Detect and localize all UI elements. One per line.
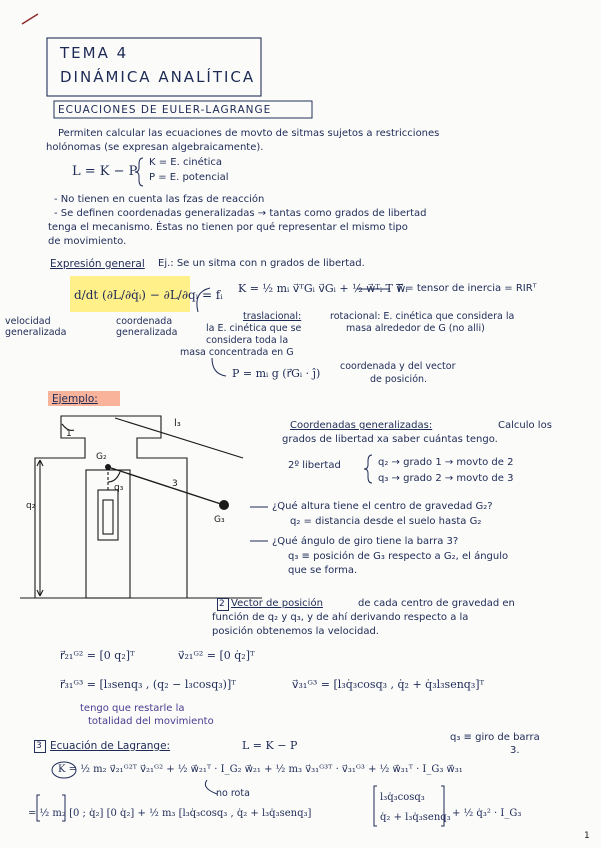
intro-line-1: Permiten calcular las ecuaciones de movto de sitmas sujetos a restricciones	[58, 128, 440, 139]
step2-line-2: función de q₂ y q₃, y de ahí derivando respecto a la	[212, 612, 469, 623]
potential-energy: P = mᵢ g (r⃗Gᵢ · ĵ)	[232, 367, 321, 380]
general-intro: Ej.: Se un sitma con n grados de libertad.	[158, 258, 365, 269]
step3-title: Ecuación de Lagrange:	[50, 740, 171, 752]
slot-outer	[98, 490, 118, 540]
intro-line-2: holónomas (se expresan algebraicamente).	[46, 142, 264, 153]
step3-eq: L = K − P	[242, 739, 298, 752]
r31-vector: r⃗₃₁ᴳ³ = [l₃senq₃ , (q₂ − l₃cosq₃)]ᵀ	[60, 678, 236, 691]
title-line-2: DINÁMICA ANALÍTICA	[60, 68, 256, 86]
q-g2-1: ¿Qué altura tiene el centro de gravedad G₂?	[272, 501, 493, 512]
note-line-1: tengo que restarle la	[80, 703, 185, 714]
mass-g3	[219, 500, 229, 510]
expand-line-b: + ½ q̇₃² · I_G₃	[452, 808, 522, 819]
potential-note-2: de posición.	[370, 374, 428, 385]
general-heading: Expresión general	[50, 258, 145, 270]
step2-line-1: de cada centro de gravedad en	[358, 598, 515, 609]
label-1: 1	[66, 429, 72, 439]
matrix-bottom: q̇₂ + l₃q̇₃senq₃	[380, 812, 451, 823]
v21-vector: v⃗₂₁ᴳ² = [0 q̇₂]ᵀ	[178, 649, 255, 662]
euler-lagrange-eq: d/dt (∂L/∂q̇ᵢ) − ∂L/∂qᵢ = fᵢ	[74, 288, 223, 302]
section-heading: ECUACIONES DE EULER-LAGRANGE	[58, 104, 272, 116]
example-heading: Ejemplo:	[52, 393, 98, 405]
dof-1: q₂ → grado 1 → movto de 2	[378, 457, 514, 468]
bullet-4: de movimiento.	[48, 236, 127, 247]
dof-label: 2º libertad	[288, 460, 341, 471]
kinetic-line: K = ½ m₂ v⃗₂₁ᴳ²ᵀ v⃗₂₁ᴳ² + ½ w⃗₂₁ᵀ · I_G₂ w⃗₂₁ + ½ m₃ v⃗₃₁ᴳ³ᵀ · v⃗₃₁ᴳ³ + ½ w⃗₃₁ᵀ · I_G₃ w⃗₃₁	[58, 764, 463, 775]
step1-title: Coordenadas generalizadas:	[290, 420, 433, 431]
p-definition: P = E. potencial	[149, 172, 229, 183]
label-3: 3	[172, 479, 178, 489]
step2-number: 2	[219, 599, 225, 609]
potential-note-1: coordenada y del vector	[340, 361, 456, 372]
velocity-label: velocidad generalizada	[5, 316, 67, 338]
label-l3: l₃	[174, 418, 181, 429]
r21-vector: r⃗₂₁ᴳ² = [0 q₂]ᵀ	[60, 649, 135, 662]
title-line-1: TEMA 4	[60, 44, 129, 62]
rot-line-1: rotacional: E. cinética que considera la	[330, 311, 515, 322]
dof-2: q₃ → grado 2 → movto de 3	[378, 473, 514, 484]
coordinate-label: coordenada generalizada	[116, 316, 178, 338]
bullet-2: - Se definen coordenadas generalizadas → tantas como grados de libertad	[54, 208, 427, 219]
lagrangian-eq: L = K − P	[72, 164, 138, 179]
rot-line-2: masa alrededor de G (no alli)	[346, 323, 485, 334]
step1-tail: Calculo los	[498, 420, 552, 431]
trans-line-3: considera toda la	[206, 335, 289, 346]
expand-line-a: = ½ m₂ [0 ; q̇₂] [0 q̇₂] + ½ m₃ [l₃q̇₃cosq₃ , q̇₂ + l₃q̇₃senq₃]	[28, 808, 312, 819]
step3-number: 3	[36, 741, 42, 751]
no-rota-note: no rota	[216, 788, 250, 799]
label-q3: q₃	[114, 483, 124, 493]
q-bar-3: que se forma.	[288, 565, 358, 576]
angle-arc	[108, 472, 120, 482]
bullet-3: tenga el mecanismo. Éstas no tienen por qué representar el mismo tipo	[48, 222, 408, 233]
label-q2: q₂	[26, 501, 36, 511]
q-bar-2: q₃ ≡ posición de G₃ respecto a G₂, el ángulo	[288, 551, 509, 562]
step2-line-3: posición obtenemos la velocidad.	[212, 626, 379, 637]
page-number: 1	[584, 831, 590, 841]
q-bar-1: ¿Qué ángulo de giro tiene la barra 3?	[272, 536, 459, 547]
inertia-tensor: T = tensor de inercia = RIRᵀ	[396, 283, 537, 294]
slot-inner	[103, 500, 113, 534]
step1-line-2: grados de libertad xa saber cuántas tengo.	[282, 434, 498, 445]
k-definition: K = E. cinética	[149, 157, 223, 168]
trans-line-2: la E. cinética que se	[206, 323, 302, 334]
matrix-top: l₃q̇₃cosq₃	[380, 792, 425, 803]
step3-side-1: q₃ ≡ giro de barra	[450, 732, 540, 743]
brace-dof	[364, 455, 372, 483]
pen-mark	[22, 14, 38, 24]
trans-line-4: masa concentrada en G	[180, 347, 294, 358]
bar-3	[108, 467, 224, 505]
step3-side-2: 3.	[510, 745, 520, 756]
bullet-1: - No tienen en cuenta las fzas de reacción	[54, 194, 265, 205]
note-line-2: totalidad del movimiento	[88, 716, 214, 727]
pivot-g2	[105, 464, 111, 470]
trans-line-1: traslacional:	[243, 311, 302, 322]
q-g2-2: q₂ = distancia desde el suelo hasta G₂	[290, 516, 482, 527]
arrow-down	[212, 358, 226, 376]
label-g3: G₃	[214, 515, 225, 525]
housing-outline	[35, 416, 187, 598]
label-g2: G₂	[96, 452, 107, 462]
kinetic-expression: K = ½ mᵢ v⃗ᵀGᵢ v⃗Gᵢ + ½ w⃗ᵀᵢ T w⃗ᵢ	[238, 282, 408, 295]
v31-vector: v⃗₃₁ᴳ³ = [l₃q̇₃cosq₃ , q̇₂ + q̇₃l₃senq₃]ᵀ	[292, 678, 485, 691]
step2-title: Vector de posición	[231, 598, 323, 609]
